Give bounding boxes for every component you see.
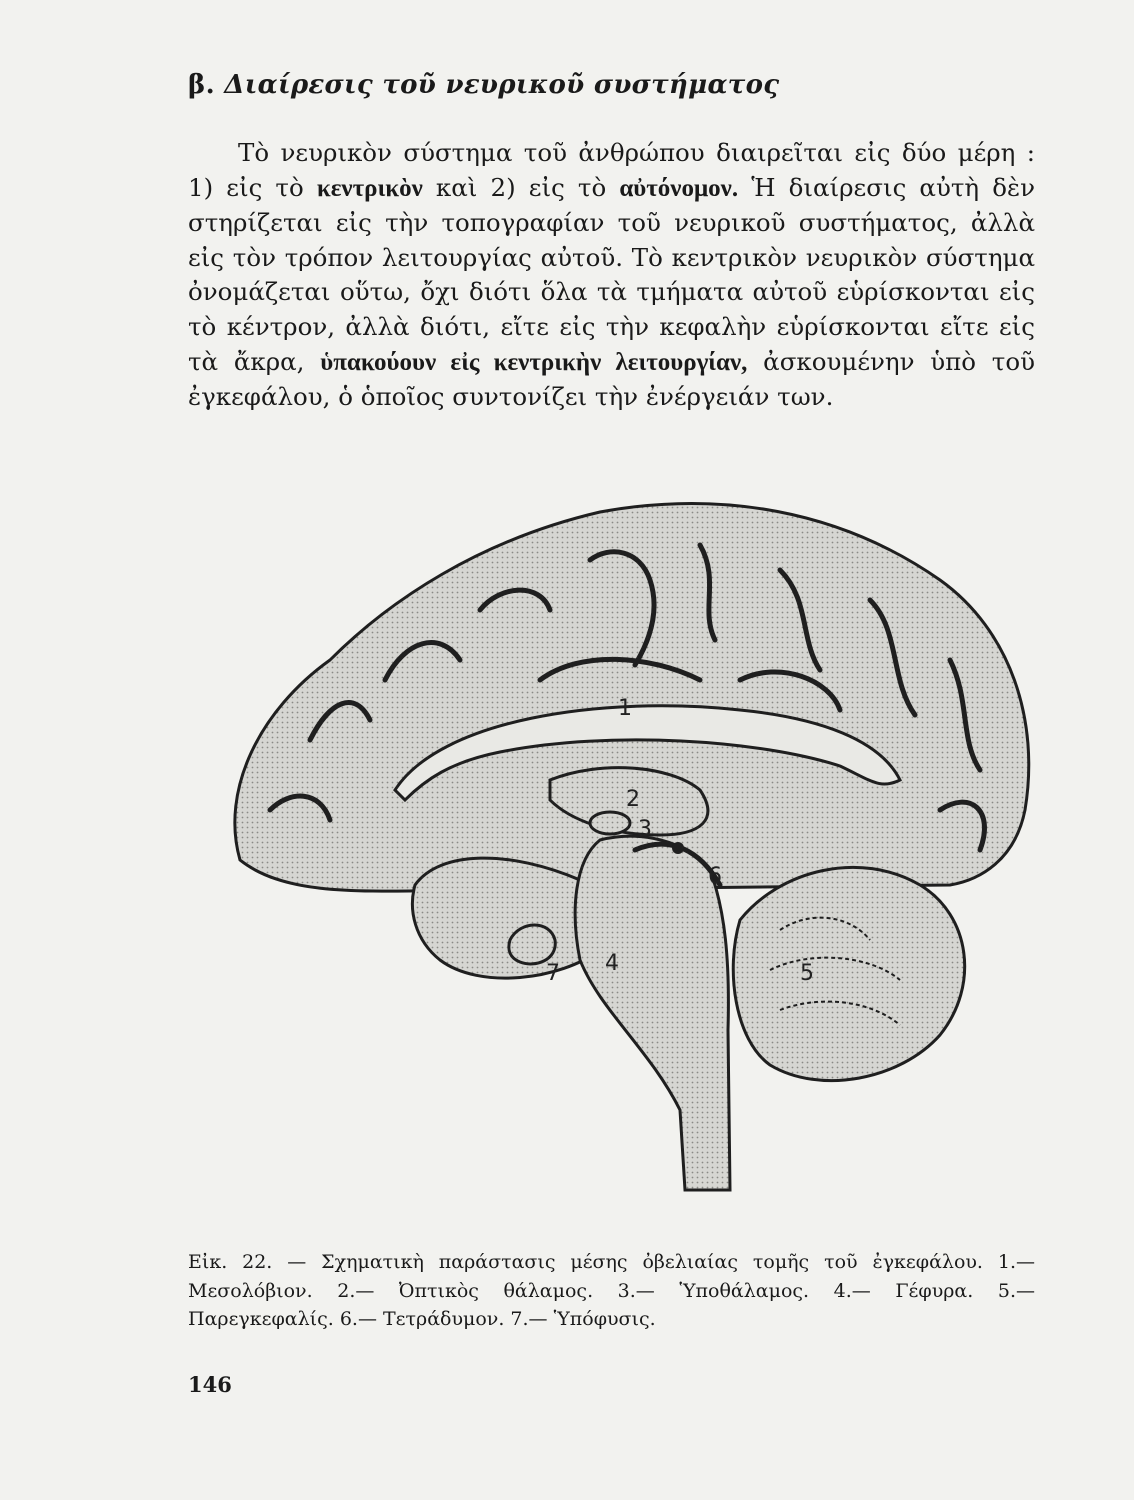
term-central: κεντρικὸν bbox=[316, 174, 423, 202]
section-label: β. bbox=[188, 70, 215, 100]
label-4: 4 bbox=[605, 951, 619, 976]
label-3: 3 bbox=[638, 817, 652, 842]
paragraph-part-4: ἀσκουμένην ὑπὸ τοῦ ἐγκεφάλου, ὁ ὁποῖος συντονίζει τὴν ἐνέργειάν των. bbox=[188, 346, 1035, 412]
label-6: 6 bbox=[708, 864, 722, 889]
page-number: 146 bbox=[188, 1372, 232, 1397]
paragraph-part-3: Ἡ διαίρεσις αὐτὴ δὲν στηρίζεται εἰς τὴν τοπογραφίαν τοῦ νευρικοῦ συστήματος, ἀλλὰ εἰς τὸν τρόπον λειτουργίας αὐτοῦ. Τὸ κεντρικὸν νευρικὸν σύστημα ὀνομάζεται οὕτω, ὄχι διότι ὅλα τὰ τμήματα αὐτοῦ εὑρίσκονται εἰς τὸ κέντρον, ἀλλὰ διότι, εἴτε εἰς τὴν κεφαλὴν εὑρίσκονται εἴτε εἰς τὰ ἄκρα, bbox=[188, 172, 1036, 376]
section-heading bbox=[188, 70, 779, 100]
paragraph-part-1: Τὸ νευρικὸν σύστημα τοῦ ἀνθρώπου διαιρεῖται εἰς δύο μέρη : 1) εἰς τὸ bbox=[188, 138, 1035, 202]
label-5: 5 bbox=[800, 961, 814, 986]
label-1: 1 bbox=[618, 696, 632, 721]
body-paragraph bbox=[188, 136, 1035, 415]
cerebellum bbox=[733, 867, 964, 1080]
pons-brainstem bbox=[575, 836, 730, 1190]
figure-caption: Εἰκ. 22. — Σχηματικὴ παράστασις μέσης ὀβελιαίας τομῆς τοῦ ἐγκεφάλου. 1.— Μεσολόβιον. 2.— Ὀπτικὸς θάλαμος. 3.— Ὑποθάλαμος. 4.— Γέφυρα. 5.— Παρεγκεφαλίς. 6.— Τετράδυμον. 7.— Ὑπόφυσις. bbox=[188, 1251, 1035, 1330]
section-title: Διαίρεσις τοῦ νευρικοῦ συστήματος bbox=[224, 70, 780, 100]
term-autonomic: αὐτόνομον. bbox=[619, 174, 739, 202]
label-2: 2 bbox=[626, 787, 640, 812]
paragraph-part-2: καὶ 2) εἰς τὸ bbox=[422, 172, 620, 202]
brain-illustration bbox=[180, 490, 1060, 1240]
label-7: 7 bbox=[546, 961, 560, 986]
tectum-dot bbox=[672, 842, 684, 854]
term-central-function: ὑπακούουν εἰς κεντρικὴν λειτουργίαν, bbox=[320, 348, 748, 376]
brain-sagittal-section-figure bbox=[180, 490, 1060, 1240]
hypothalamus bbox=[590, 812, 630, 834]
pituitary bbox=[509, 925, 555, 964]
